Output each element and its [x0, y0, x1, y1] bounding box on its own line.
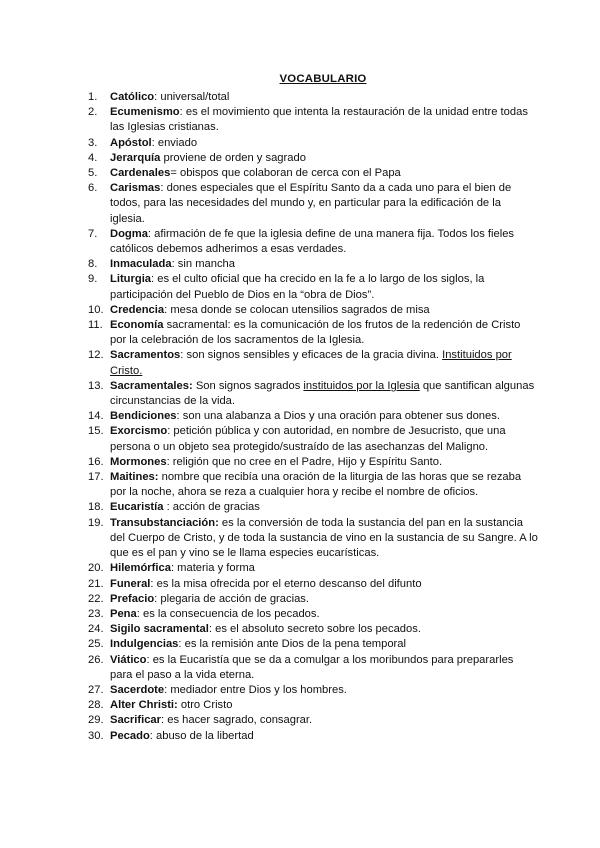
item-number: 3.	[88, 136, 98, 149]
item-definition: otro Cristo	[177, 699, 233, 712]
vocabulary-item	[88, 90, 538, 105]
item-definition: nombre que recibía una oración de la liturgia de las horas que se rezaba por la noche, ahora se reza a cualquier hora y recibe el nombre de oficios.	[110, 471, 522, 499]
item-definition: : materia y forma	[170, 562, 255, 575]
item-definition: : son signos sensibles y eficaces de la gracia divina.	[180, 349, 443, 362]
item-term: Sacramentales:	[110, 379, 193, 392]
item-number: 9.	[88, 273, 98, 286]
item-term: Credencia	[110, 303, 165, 316]
item-definition: : petición pública y con autoridad, en nombre de Jesucristo, que una persona o un objeto sea protegido/sustraído de las asechanzas del Maligno.	[110, 425, 506, 453]
item-number: 13.	[88, 379, 104, 392]
item-term: Eucaristía	[110, 501, 164, 514]
item-number: 5.	[88, 167, 98, 180]
item-number: 17.	[88, 471, 104, 484]
item-number: 27.	[88, 683, 104, 696]
item-number: 28.	[88, 699, 104, 712]
vocabulary-item	[88, 151, 538, 166]
item-number: 15.	[88, 425, 104, 438]
item-definition: : acción de gracias	[163, 501, 260, 514]
item-definition: : abuso de la libertad	[149, 729, 254, 742]
item-definition: : plegaria de acción de gracias.	[154, 592, 310, 605]
item-number: 29.	[88, 714, 104, 727]
vocabulary-item	[88, 622, 538, 637]
vocabulary-item	[88, 683, 538, 698]
item-term: Apóstol	[110, 136, 152, 149]
vocabulary-item	[88, 729, 538, 744]
item-number: 10.	[88, 303, 104, 316]
item-term: Pena	[110, 607, 137, 620]
item-term: Maitines:	[110, 471, 159, 484]
item-term: Transubstanciación:	[110, 516, 219, 529]
item-definition: = obispos que colaboran de cerca con el Papa	[170, 167, 401, 180]
item-number: 4.	[88, 151, 98, 164]
item-number: 24.	[88, 623, 104, 636]
item-term: Ecumenismo	[110, 106, 180, 119]
vocabulary-item	[88, 379, 538, 409]
vocabulary-item	[88, 272, 538, 302]
vocabulary-item	[88, 577, 538, 592]
item-number: 23.	[88, 607, 104, 620]
item-term: Jerarquía	[110, 151, 161, 164]
item-definition: : es el movimiento que intenta la restauración de la unidad entre todas las Iglesias cristianas.	[110, 106, 528, 134]
item-number: 12.	[88, 349, 104, 362]
item-definition: : es la consecuencia de los pecados.	[136, 607, 320, 620]
item-definition: : mesa donde se colocan utensilios sagrados de misa	[164, 303, 430, 316]
item-term: Inmaculada	[110, 258, 172, 271]
vocabulary-item	[88, 105, 538, 135]
item-term: Sacramentos	[110, 349, 181, 362]
item-definition: proviene de orden y sagrado	[160, 151, 306, 164]
item-number: 26.	[88, 653, 104, 666]
item-definition: sacramental: es la comunicación de los frutos de la redención de Cristo por la celebración de los sacramentos de la Iglesia.	[110, 319, 521, 347]
item-term: Liturgia	[110, 273, 152, 286]
item-definition: : religión que no cree en el Padre, Hijo y Espíritu Santo.	[166, 455, 443, 468]
vocabulary-item	[88, 653, 538, 683]
item-definition: : es la remisión ante Dios de la pena temporal	[178, 638, 406, 651]
item-term: Católico	[110, 91, 155, 103]
item-term: Sacerdote	[110, 683, 165, 696]
vocabulary-item	[88, 409, 538, 424]
item-number: 21.	[88, 577, 104, 590]
item-number: 16.	[88, 455, 104, 468]
item-underlined-text: instituidos por la Iglesia	[303, 379, 420, 392]
item-definition: : mediador entre Dios y los hombres.	[164, 683, 347, 696]
vocabulary-item	[88, 607, 538, 622]
vocabulary-item	[88, 698, 538, 713]
item-term: Funeral	[110, 577, 151, 590]
item-term: Viático	[110, 653, 147, 666]
vocabulary-item	[88, 561, 538, 576]
vocabulary-item	[88, 500, 538, 515]
item-number: 7.	[88, 227, 98, 240]
vocabulary-item	[88, 470, 538, 500]
item-term: Exorcismo	[110, 425, 168, 438]
document-title: VOCABULARIO	[279, 73, 367, 85]
vocabulary-item	[88, 136, 538, 151]
vocabulary-item	[88, 348, 538, 378]
item-term: Economía	[110, 319, 164, 332]
item-definition: : universal/total	[154, 91, 230, 103]
vocabulary-item	[88, 713, 538, 728]
item-term: Carismas	[110, 182, 161, 195]
item-term: Sacrificar	[110, 714, 161, 727]
item-term: Mormones	[110, 455, 167, 468]
item-term: Alter Christi:	[110, 699, 178, 712]
item-number: 20.	[88, 562, 104, 575]
vocabulary-item	[88, 592, 538, 607]
item-definition: es la conversión de toda la sustancia del pan en la sustancia del Cuerpo de Cristo, y de toda la sustancia de vino en la sustancia de su Sangre. A lo que es el pan y vino se le llama especies eucarísticas.	[110, 516, 538, 560]
item-term: Indulgencias	[110, 638, 179, 651]
item-definition: : son una alabanza a Dios y una oración para obtener sus dones.	[176, 410, 500, 423]
item-number: 1.	[88, 91, 98, 103]
item-definition-tail: que santifican algunas circunstancias de la vida.	[110, 379, 535, 408]
item-term: Hilemórfica	[110, 562, 171, 575]
vocabulary-item	[88, 637, 538, 652]
item-term: Bendiciones	[110, 410, 177, 423]
vocabulary-item	[88, 303, 538, 318]
item-term: Sigilo sacramental	[110, 623, 209, 636]
item-definition: : afirmación de fe que la iglesia define de una manera fija. Todos los fieles católicos debemos adherimos a esas verdades.	[110, 227, 515, 256]
item-definition: : es el absoluto secreto sobre los pecados.	[208, 623, 421, 636]
item-term: Dogma	[110, 227, 148, 240]
item-definition: : es el culto oficial que ha crecido en la fe a lo largo de los siglos, la participación del Pueblo de Dios en la “obra de Dios”.	[110, 273, 485, 301]
vocabulary-item	[88, 181, 538, 227]
item-definition: : sin mancha	[171, 258, 235, 271]
item-term: Pecado	[110, 729, 150, 742]
item-number: 11.	[88, 319, 103, 332]
item-definition: : es la misa ofrecida por el eterno descanso del difunto	[150, 577, 422, 590]
item-definition: : es hacer sagrado, consagrar.	[161, 714, 313, 727]
vocabulary-item	[88, 318, 538, 348]
item-number: 30.	[88, 729, 104, 742]
item-number: 19.	[88, 516, 104, 529]
item-number: 6.	[88, 182, 98, 195]
item-definition: : es la Eucaristía que se da a comulgar a los moribundos para prepararles para el paso a la vida eterna.	[110, 653, 514, 681]
item-definition: : enviado	[151, 136, 198, 149]
vocabulary-item	[88, 516, 538, 562]
vocabulary-list	[88, 90, 538, 744]
vocabulary-item	[88, 257, 538, 272]
item-number: 14.	[88, 410, 104, 423]
vocabulary-item	[88, 455, 538, 470]
vocabulary-item	[88, 227, 538, 257]
item-term: Cardenales	[110, 167, 171, 180]
item-underlined-text: Instituidos por Cristo.	[110, 349, 512, 377]
item-number: 22.	[88, 592, 104, 605]
vocabulary-item	[88, 424, 538, 454]
item-definition: Son signos sagrados	[192, 379, 304, 392]
item-number: 18.	[88, 501, 104, 514]
item-number: 25.	[88, 638, 104, 651]
vocabulary-item	[88, 166, 538, 181]
item-number: 2.	[88, 106, 98, 119]
item-definition: : dones especiales que el Espíritu Santo da a cada uno para el bien de todos, para las necesidades del mundo y, en particular para la edificación de la iglesia.	[110, 182, 512, 225]
item-term: Prefacio	[110, 592, 155, 605]
item-number: 8.	[88, 258, 98, 271]
